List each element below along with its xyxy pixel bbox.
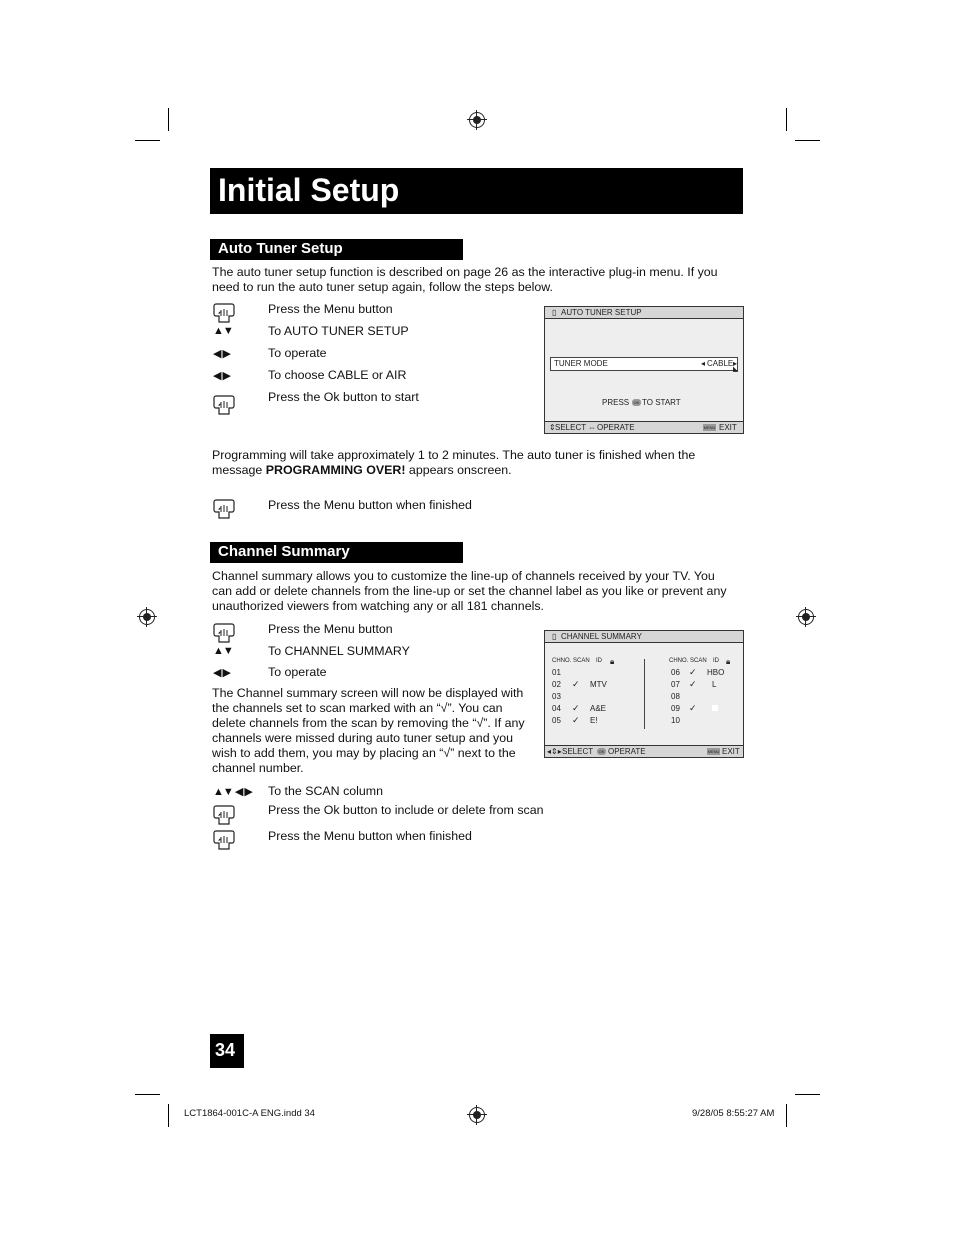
channel-number: 07 (671, 680, 680, 689)
step-text: Press the Menu button (268, 302, 393, 316)
text-span: message (212, 463, 266, 477)
channel-summary-intro (212, 569, 727, 614)
hand-press-icon (213, 302, 235, 324)
column-header-id: ID (596, 658, 602, 664)
channel-number: 10 (671, 716, 680, 725)
text-line: Channel summary allows you to customize the line-up of channels received by your TV. You (212, 569, 715, 583)
osd-press-text: PRESS (602, 398, 630, 407)
osd-exit-text: EXIT (719, 423, 737, 432)
left-right-arrows-icon: ◀ ▶ (213, 348, 230, 360)
section-heading-bar (210, 239, 463, 260)
step-text: To choose CABLE or AIR (268, 368, 407, 382)
step-text: To operate (268, 346, 327, 360)
step-text: To CHANNEL SUMMARY (268, 644, 410, 658)
channel-id: L (712, 680, 717, 689)
channel-number: 02 (552, 680, 561, 689)
column-header-ch: CHNO. (669, 658, 689, 664)
channel-number: 05 (552, 716, 561, 725)
osd-operate-text: OPERATE (608, 747, 646, 756)
column-header-ch: CHNO. (552, 658, 572, 664)
osd-header (545, 631, 743, 643)
left-arrow-icon: ◂ (701, 359, 706, 368)
auto-tuner-osd-screen (544, 306, 744, 434)
osd-footer (545, 745, 743, 757)
text-line: unauthorized viewers from watching any or all 181 channels. (212, 599, 544, 613)
text-line: can add or delete channels from the line-up or set the channel label as you like or prevent any (212, 584, 727, 598)
text-line: need to run the auto tuner setup again, follow the steps below. (212, 280, 553, 294)
step-text: Press the Ok button to start (268, 390, 419, 404)
channel-id: E! (590, 716, 598, 725)
hand-press-icon (213, 622, 235, 644)
right-arrow-icon: ▸ (733, 359, 738, 368)
section-heading: Auto Tuner Setup (218, 240, 343, 257)
tuner-mode-row (550, 357, 738, 371)
up-down-arrows-icon: ▲▼ (213, 645, 233, 657)
crop-mark (795, 140, 820, 141)
column-header-id: ID (713, 658, 719, 664)
step-text: To AUTO TUNER SETUP (268, 324, 409, 338)
text-line: The auto tuner setup function is described on page 26 as the interactive plug-in menu. If you (212, 265, 718, 279)
step-text: Press the Ok button to include or delete from scan (268, 803, 544, 817)
text-line: delete channels from the scan by removing the “√”. If any (212, 716, 525, 730)
id-cursor-box (712, 705, 718, 711)
section-heading-bar (210, 542, 463, 563)
scan-check-icon[interactable]: ✓ (572, 679, 580, 689)
menu-button-icon: MENU (707, 749, 720, 754)
up-down-icon: ⇕ (549, 423, 556, 432)
page-title: Initial Setup (218, 172, 400, 208)
channel-number: 09 (671, 704, 680, 713)
crop-mark (786, 1104, 787, 1127)
column-divider (644, 659, 645, 729)
hand-press-icon (213, 394, 235, 416)
osd-footer (545, 421, 743, 433)
scan-check-icon[interactable]: ✓ (689, 703, 697, 713)
osd-header (545, 307, 743, 319)
osd-title: AUTO TUNER SETUP (561, 308, 642, 317)
hand-press-icon (213, 498, 235, 520)
lock-icon: 🔒︎ (726, 657, 731, 666)
channel-number: 04 (552, 704, 561, 713)
step-text: Press the Menu button (268, 622, 393, 636)
text-line: channels were missed during auto tuner setup and you (212, 731, 514, 745)
programming-over-text: PROGRAMMING OVER! (265, 463, 406, 477)
ok-button-icon: OK (633, 400, 640, 405)
osd-title: CHANNEL SUMMARY (561, 632, 642, 641)
page-number: 34 (215, 1040, 236, 1060)
lock-icon: 🔒︎ (610, 657, 615, 666)
channel-summary-body (212, 686, 525, 776)
left-right-arrows-icon: ◀ ▶ (213, 370, 230, 382)
four-way-arrows-icon: ▲▼ ◀ ▶ (213, 786, 252, 798)
scan-check-icon[interactable]: ✓ (689, 667, 697, 677)
crop-mark (168, 1104, 169, 1127)
osd-exit-text: EXIT (722, 747, 740, 756)
tuner-mode-label: TUNER MODE (554, 359, 608, 368)
four-way-arrows-icon: ◂⇕▸ (547, 747, 562, 756)
hand-press-icon (213, 804, 235, 826)
scan-check-icon[interactable]: ✓ (572, 703, 580, 713)
text-line: wish to add them, you may by placing an “√” next to the (212, 746, 516, 760)
scan-check-icon[interactable]: ✓ (689, 679, 697, 689)
tuner-mode-value: CABLE (707, 359, 734, 368)
step-text: Press the Menu button when finished (268, 829, 472, 843)
crop-mark (786, 108, 787, 131)
up-down-arrows-icon: ▲▼ (213, 325, 233, 337)
ok-button-icon: OK (598, 749, 605, 754)
tv-icon: ▯ (552, 632, 557, 641)
text-line: channel number. (212, 761, 304, 775)
channel-id: MTV (590, 680, 607, 689)
step-text: Press the Menu button when finished (268, 498, 472, 512)
hand-press-icon (213, 829, 235, 851)
channel-number: 03 (552, 692, 561, 701)
step-text: To operate (268, 665, 327, 679)
page-title-bar (210, 168, 743, 214)
step-text: To the SCAN column (268, 784, 384, 798)
registration-mark-icon (469, 1107, 485, 1123)
channel-id: HBO (707, 668, 725, 677)
auto-tuner-intro (212, 265, 718, 295)
registration-mark-icon (469, 112, 485, 128)
osd-to-start-text: TO START (642, 398, 681, 407)
text-line (212, 463, 695, 478)
channel-id: A&E (590, 704, 607, 713)
left-right-icon: ⇔ (588, 423, 596, 432)
crop-mark (135, 140, 160, 141)
crop-mark (168, 108, 169, 131)
section-heading: Channel Summary (218, 543, 350, 560)
osd-operate-text: OPERATE (597, 423, 635, 432)
text-line: the channels set to scan marked with an “√”. You can (212, 701, 503, 715)
channel-number: 08 (671, 692, 680, 701)
text-span: appears onscreen. (405, 463, 512, 477)
channel-number: 01 (552, 668, 561, 677)
left-right-arrows-icon: ◀ ▶ (213, 667, 230, 679)
channel-number: 06 (671, 668, 680, 677)
column-header-scan: SCAN (573, 658, 590, 664)
registration-mark-icon (139, 609, 155, 625)
menu-button-icon: MENU (703, 425, 716, 430)
crop-mark (795, 1094, 820, 1095)
programming-paragraph (212, 448, 695, 478)
column-header-scan: SCAN (690, 658, 707, 664)
channel-summary-osd-screen (544, 630, 744, 758)
osd-select-text: SELECT (562, 747, 594, 756)
scan-check-icon[interactable]: ✓ (572, 715, 580, 725)
pointer-icon: ◣ (733, 366, 739, 373)
text-line: Programming will take approximately 1 to 2 minutes. The auto tuner is finished when the (212, 448, 696, 462)
osd-select-text: SELECT (555, 423, 587, 432)
page-number-box (210, 1034, 244, 1068)
crop-mark (135, 1094, 160, 1095)
date-slug: 9/28/05 8:55:27 AM (692, 1108, 775, 1119)
file-slug: LCT1864-001C-A ENG.indd 34 (184, 1108, 315, 1119)
tv-icon: ▯ (552, 308, 557, 317)
text-line: The Channel summary screen will now be displayed with (212, 686, 524, 700)
registration-mark-icon (798, 609, 814, 625)
